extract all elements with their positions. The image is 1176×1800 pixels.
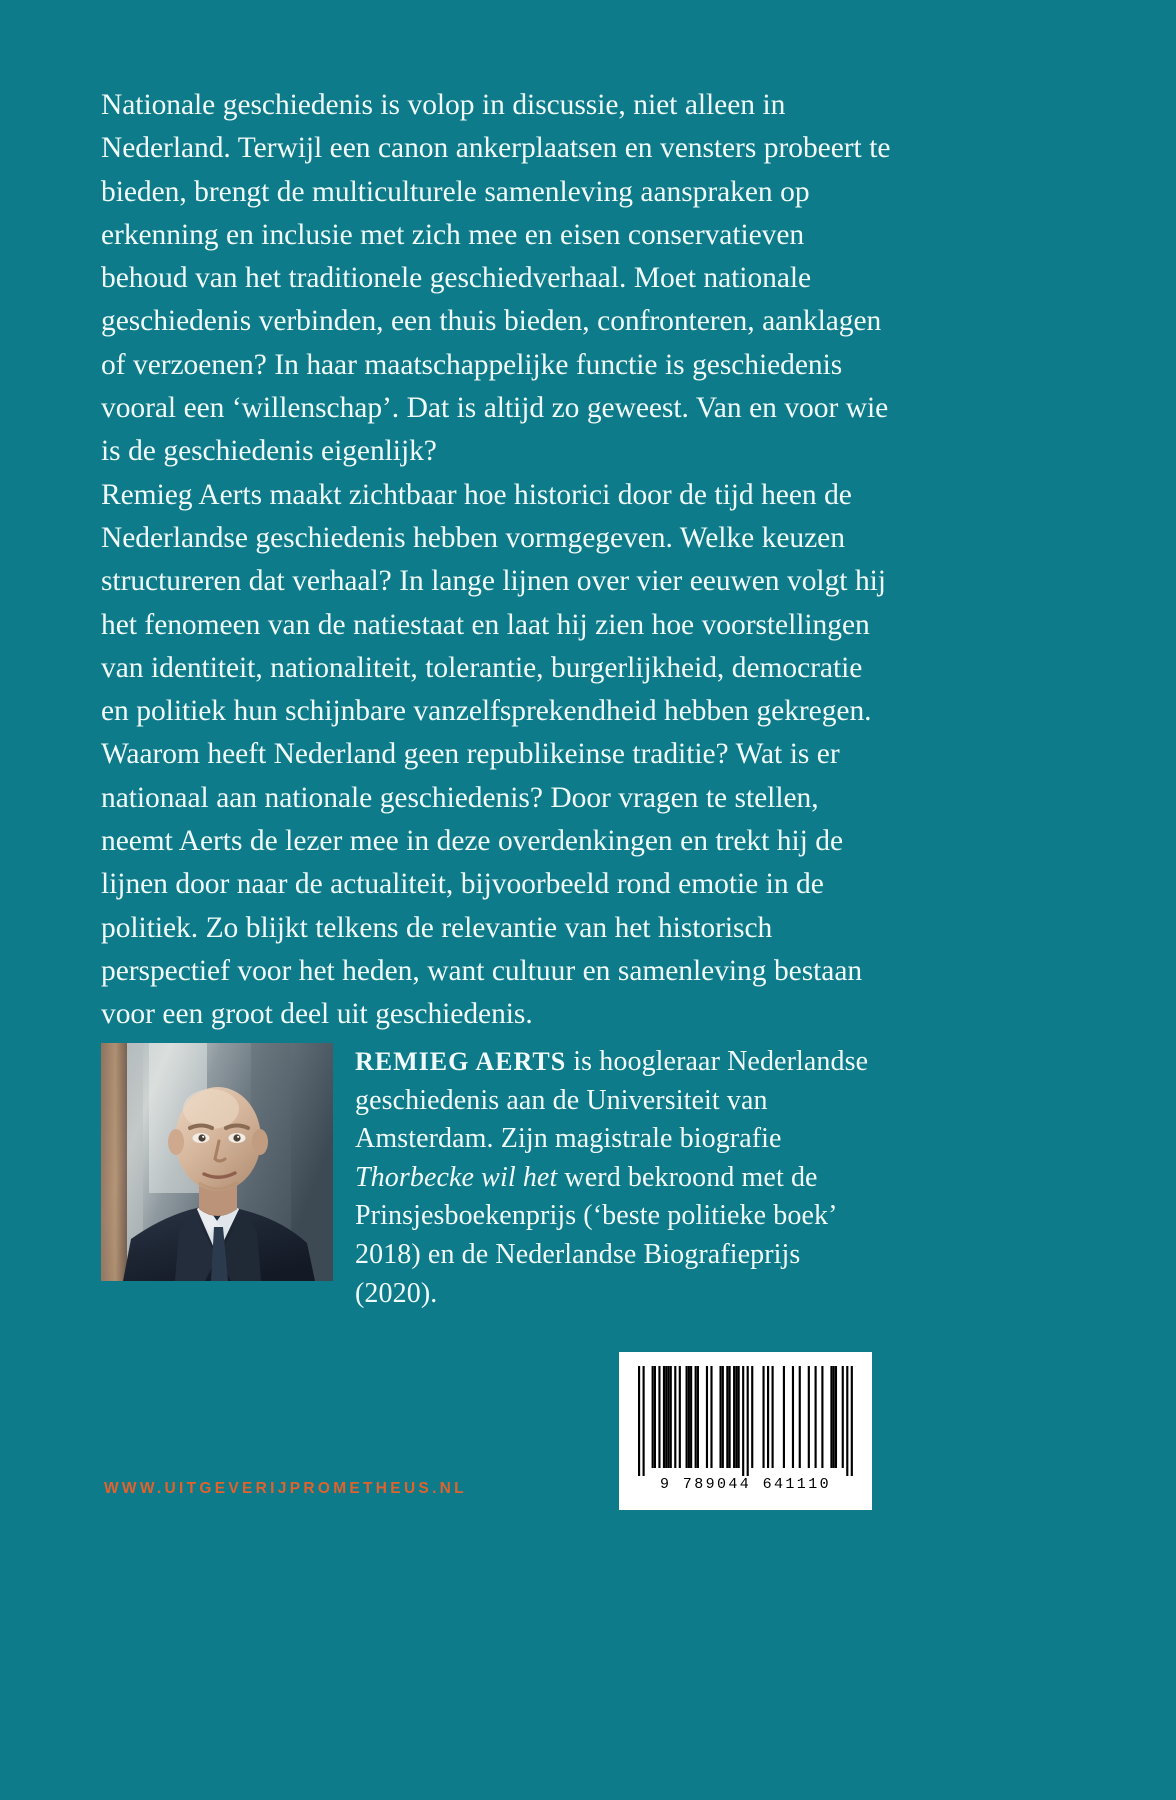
- blurb-paragraph-1: Nationale geschiedenis is volop in discussie, niet alleen in Nederland. Terwijl een canon ankerplaatsen en vensters probeert te bieden, brengt de multiculturele samenleving aanspraken op erkenning en inclusie met zich mee en eisen conservatieven behoud van het traditionele geschiedverhaal. Moet nationale geschiedenis verbinden, een thuis bieden, confronteren, aanklagen of verzoenen? In haar maatschappelijke functie is geschiedenis vooral een ‘willenschap’. Dat is altijd zo geweest. Van en voor wie is de geschiedenis eigenlijk?: [101, 89, 891, 468]
- barcode: [619, 1352, 872, 1510]
- author-bio-part-2: werd bekroond met de Prinsjesboekenprijs (‘beste politieke boek’ 2018) en de Nederlandse Biografieprijs (2020).: [355, 1161, 836, 1309]
- publisher-website[interactable]: WWW.UITGEVERIJPROMETHEUS.NL: [104, 1480, 467, 1497]
- author-block: [101, 1043, 891, 1313]
- author-book-title: Thorbecke wil het: [355, 1161, 558, 1193]
- blurb-paragraph-2: Remieg Aerts maakt zichtbaar hoe historici door de tijd heen de Nederlandse geschiedenis hebben vormgegeven. Welke keuzen structureren dat verhaal? In lange lijnen over vier eeuwen volgt hij het fenomeen van de natiestaat en laat hij zien hoe voorstellingen van identiteit, nationaliteit, tolerantie, burgerlijkheid, democratie en politiek hun schijnbare vanzelfsprekendheid hebben gekregen. Waarom heeft Nederland geen republikeinse traditie? Wat is er nationaal aan nationale geschiedenis? Door vragen te stellen, neemt Aerts de lezer mee in deze overdenkingen en trekt hij de lijnen door naar de actualiteit, bijvoorbeeld rond emotie in de politiek. Zo blijkt telkens de relevantie van het historisch perspectief voor het heden, want cultuur en samenleving bestaan voor een groot deel uit geschiedenis.: [101, 478, 886, 1031]
- barcode-bars: [638, 1366, 853, 1476]
- author-photo: [101, 1043, 333, 1281]
- author-bio-part-1: is hoogleraar Nederlandse geschiedenis aan de Universiteit van Amsterdam. Zijn magistrale biografie: [355, 1046, 869, 1155]
- barcode-digits: 9 789044 641110: [659, 1476, 832, 1493]
- author-bio: [355, 1043, 883, 1313]
- author-name: REMIEG AERTS: [355, 1047, 567, 1076]
- blurb-text: [101, 84, 891, 1037]
